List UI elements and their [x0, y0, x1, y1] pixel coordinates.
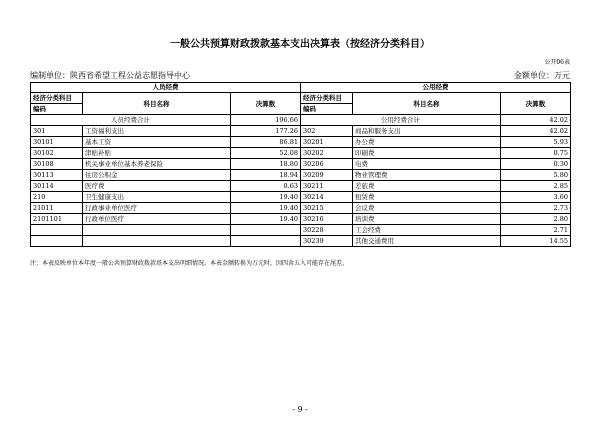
left-name: 住房公积金: [83, 170, 231, 181]
right-code: 302: [301, 126, 353, 137]
right-amount: 42.02: [501, 126, 571, 137]
table-row: [31, 148, 571, 159]
compiling-unit: 编制单位：陕西省希望工程公益志愿指导中心: [30, 71, 190, 80]
right-name: 培训费: [353, 214, 501, 225]
right-code: 30216: [301, 214, 353, 225]
left-name: 行政事业单位医疗: [83, 203, 231, 214]
left-code: [31, 236, 83, 247]
left-name: 行政单位医疗: [83, 214, 231, 225]
left-code: [31, 225, 83, 236]
left-code: 301: [31, 126, 83, 137]
left-name: 基本工资: [83, 137, 231, 148]
left-amount: 86.81: [231, 137, 301, 148]
amount-header: 决算数: [231, 93, 301, 115]
left-name: [83, 236, 231, 247]
left-amount: 18.94: [231, 170, 301, 181]
personnel-total-label: 人员经费合计: [31, 115, 231, 126]
right-amount: 0.75: [501, 148, 571, 159]
page-title: 一般公共预算财政拨款基本支出决算表（按经济分类科目）: [170, 39, 430, 50]
right-code: 30201: [301, 137, 353, 148]
table-note: 注：本表反映单位本年度一般公共预算财政拨款基本支出明细情况。本表金额转换为万元时，因四舍五入可能存在尾差。: [30, 260, 349, 267]
right-name: 电费: [353, 159, 501, 170]
right-amount: 2.71: [501, 225, 571, 236]
right-code: 30215: [301, 203, 353, 214]
left-code: 30108: [31, 159, 83, 170]
page-number: - 9 -: [292, 405, 308, 414]
table-row: [31, 192, 571, 203]
table-row: [31, 137, 571, 148]
right-amount: 3.60: [501, 192, 571, 203]
personnel-header: 人员经费: [31, 83, 301, 93]
right-amount: 0.30: [501, 159, 571, 170]
right-amount: 2.73: [501, 203, 571, 214]
left-amount: 19.40: [231, 192, 301, 203]
public-total-amount: 42.02: [501, 115, 571, 126]
code-header: 编码: [31, 104, 83, 115]
right-name: 物业管理费: [353, 170, 501, 181]
left-amount: [231, 225, 301, 236]
right-name: 商品和服务支出: [353, 126, 501, 137]
right-amount: 5.93: [501, 137, 571, 148]
right-name: 差旅费: [353, 181, 501, 192]
subject-name-header: 科目名称: [83, 93, 231, 115]
public-header: 公用经费: [301, 83, 571, 93]
right-code: 30239: [301, 236, 353, 247]
econ-code-header: 经济分类科目: [301, 93, 353, 104]
left-name: [83, 225, 231, 236]
econ-code-header: 经济分类科目: [31, 93, 83, 104]
right-amount: 5.80: [501, 170, 571, 181]
left-name: 卫生健康支出: [83, 192, 231, 203]
table-row: [31, 170, 571, 181]
right-amount: 14.55: [501, 236, 571, 247]
right-name: 工会经费: [353, 225, 501, 236]
table-row: [31, 126, 571, 137]
right-amount: 2.80: [501, 214, 571, 225]
left-amount: [231, 236, 301, 247]
table-row: [31, 236, 571, 247]
left-amount: 0.63: [231, 181, 301, 192]
amount-header: 决算数: [501, 93, 571, 115]
right-name: 会议费: [353, 203, 501, 214]
expenditure-table: [30, 82, 571, 247]
table-row: [31, 214, 571, 225]
left-code: 30101: [31, 137, 83, 148]
table-row: [31, 159, 571, 170]
left-name: 工资福利支出: [83, 126, 231, 137]
right-code: 30214: [301, 192, 353, 203]
left-amount: 177.26: [231, 126, 301, 137]
right-code: 30228: [301, 225, 353, 236]
left-amount: 19.40: [231, 214, 301, 225]
subject-name-header: 科目名称: [353, 93, 501, 115]
amount-unit: 金额单位：万元: [514, 71, 570, 80]
total-row: [31, 115, 571, 126]
left-amount: 52.08: [231, 148, 301, 159]
table-row: [31, 203, 571, 214]
right-name: 办公费: [353, 137, 501, 148]
code-header: 编码: [301, 104, 353, 115]
left-code: 2101101: [31, 214, 83, 225]
right-name: 其他交通费用: [353, 236, 501, 247]
left-code: 30113: [31, 170, 83, 181]
table-row: [31, 181, 571, 192]
table-row: [31, 225, 571, 236]
right-code: 30209: [301, 170, 353, 181]
left-code: 210: [31, 192, 83, 203]
left-amount: 19.40: [231, 203, 301, 214]
right-amount: 2.85: [501, 181, 571, 192]
left-code: 30114: [31, 181, 83, 192]
meta-row: [30, 70, 570, 81]
right-code: 30211: [301, 181, 353, 192]
left-name: 医疗费: [83, 181, 231, 192]
table-code: 公开06表: [544, 59, 570, 66]
left-code: 30102: [31, 148, 83, 159]
personnel-total-amount: 196.66: [231, 115, 301, 126]
public-total-label: 公用经费合计: [301, 115, 501, 126]
right-code: 30202: [301, 148, 353, 159]
right-code: 30206: [301, 159, 353, 170]
left-name: 津贴补贴: [83, 148, 231, 159]
right-name: 印刷费: [353, 148, 501, 159]
left-code: 21011: [31, 203, 83, 214]
right-name: 租赁费: [353, 192, 501, 203]
left-amount: 18.80: [231, 159, 301, 170]
left-name: 机关事业单位基本养老保险: [83, 159, 231, 170]
